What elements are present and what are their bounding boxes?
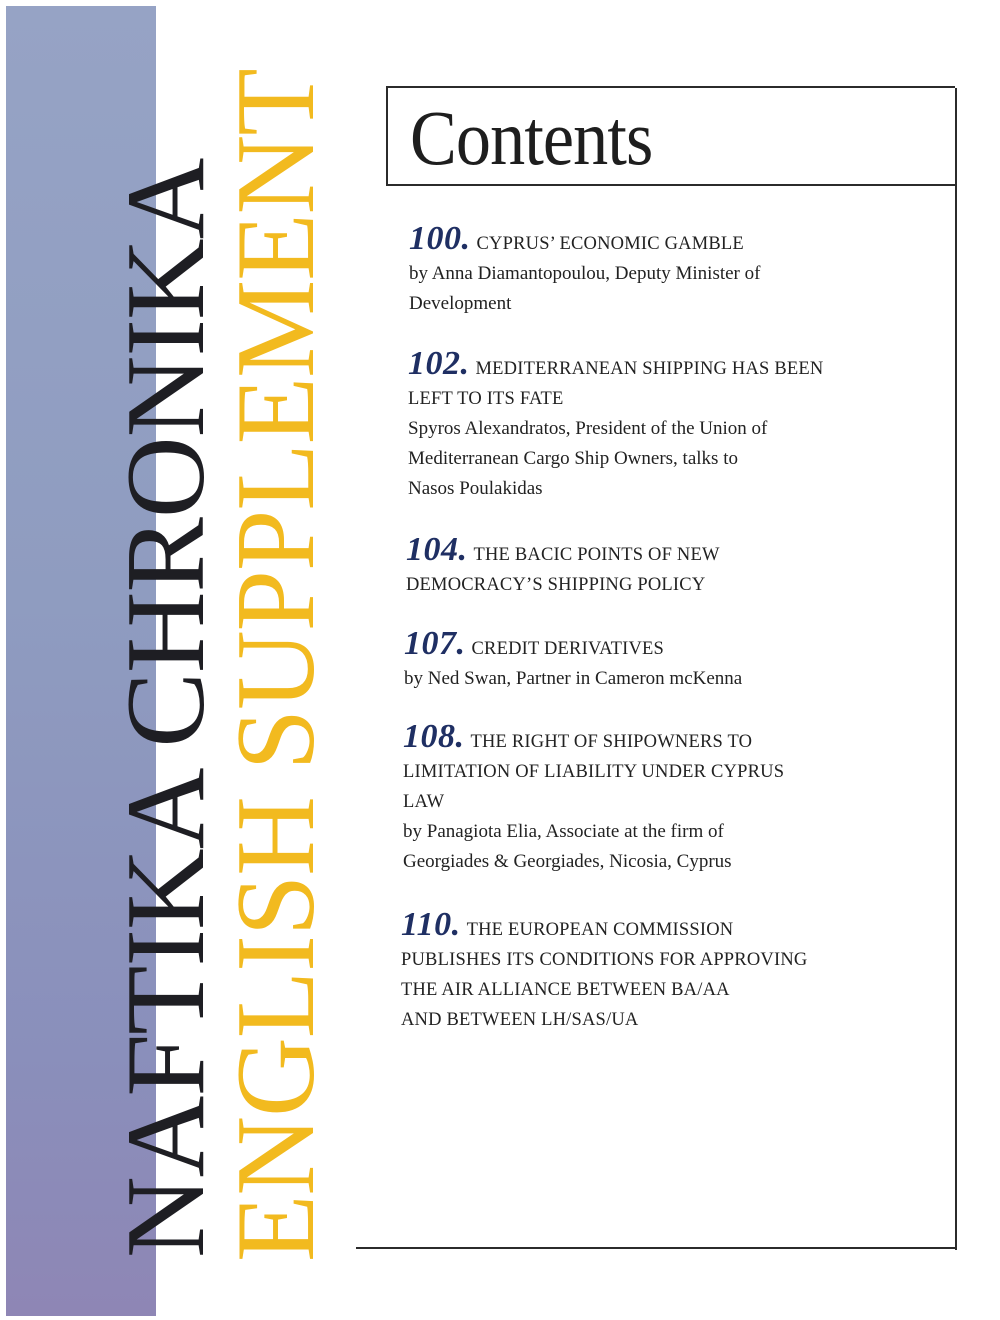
article-title: CREDIT DERIVATIVES xyxy=(471,639,665,659)
article-title: THE RIGHT OF SHIPOWNERS TO xyxy=(470,732,753,752)
toc-entry[interactable] xyxy=(406,531,720,600)
article-title: MEDITERRANEAN SHIPPING HAS BEEN xyxy=(475,359,824,379)
page-number: 102. xyxy=(408,345,470,382)
byline: by Ned Swan, Partner in Cameron mcKenna xyxy=(404,668,743,689)
article-title: CYPRUS’ ECONOMIC GAMBLE xyxy=(476,234,744,254)
frame-rule-bottom xyxy=(356,1247,957,1249)
article-title: THE BACIC POINTS OF NEW xyxy=(473,545,720,565)
toc-entry[interactable] xyxy=(401,906,808,1035)
byline: by Anna Diamantopoulou, Deputy Minister of xyxy=(409,263,761,284)
byline: Development xyxy=(409,293,512,314)
page-number: 110. xyxy=(401,906,461,943)
supplement-title: ENGLISH SUPPLEMENT xyxy=(214,69,338,1262)
byline: by Panagiota Elia, Associate at the firm of xyxy=(403,821,724,842)
contents-heading: Contents xyxy=(410,94,653,181)
article-title: THE AIR ALLIANCE BETWEEN BA/AA xyxy=(401,980,730,1000)
toc-entry[interactable] xyxy=(403,718,785,877)
byline: Mediterranean Cargo Ship Owners, talks to xyxy=(408,448,738,469)
article-title: PUBLISHES ITS CONDITIONS FOR APPROVING xyxy=(401,950,808,970)
byline: Nasos Poulakidas xyxy=(408,478,543,499)
article-title: THE EUROPEAN COMMISSION xyxy=(466,920,734,940)
article-title: LIMITATION OF LIABILITY UNDER CYPRUS xyxy=(403,762,785,782)
byline: Spyros Alexandratos, President of the Union of xyxy=(408,418,768,439)
page-number: 107. xyxy=(404,625,466,662)
magazine-title: NAFTIKA CHRONIKA xyxy=(104,158,228,1258)
article-title: LEFT TO ITS FATE xyxy=(408,389,564,409)
toc-entry[interactable] xyxy=(408,345,824,504)
toc-entry[interactable] xyxy=(404,625,743,694)
contents-header-box xyxy=(386,86,955,186)
article-title: DEMOCRACY’S SHIPPING POLICY xyxy=(406,575,706,595)
page-number: 104. xyxy=(406,531,468,568)
article-title: AND BETWEEN LH/SAS/UA xyxy=(401,1010,639,1030)
byline: Georgiades & Georgiades, Nicosia, Cyprus xyxy=(403,851,732,872)
page-number: 108. xyxy=(403,718,465,755)
article-title: LAW xyxy=(403,792,445,812)
toc-entry[interactable] xyxy=(409,220,761,319)
page-number: 100. xyxy=(409,220,471,257)
frame-rule-right xyxy=(955,88,957,1250)
